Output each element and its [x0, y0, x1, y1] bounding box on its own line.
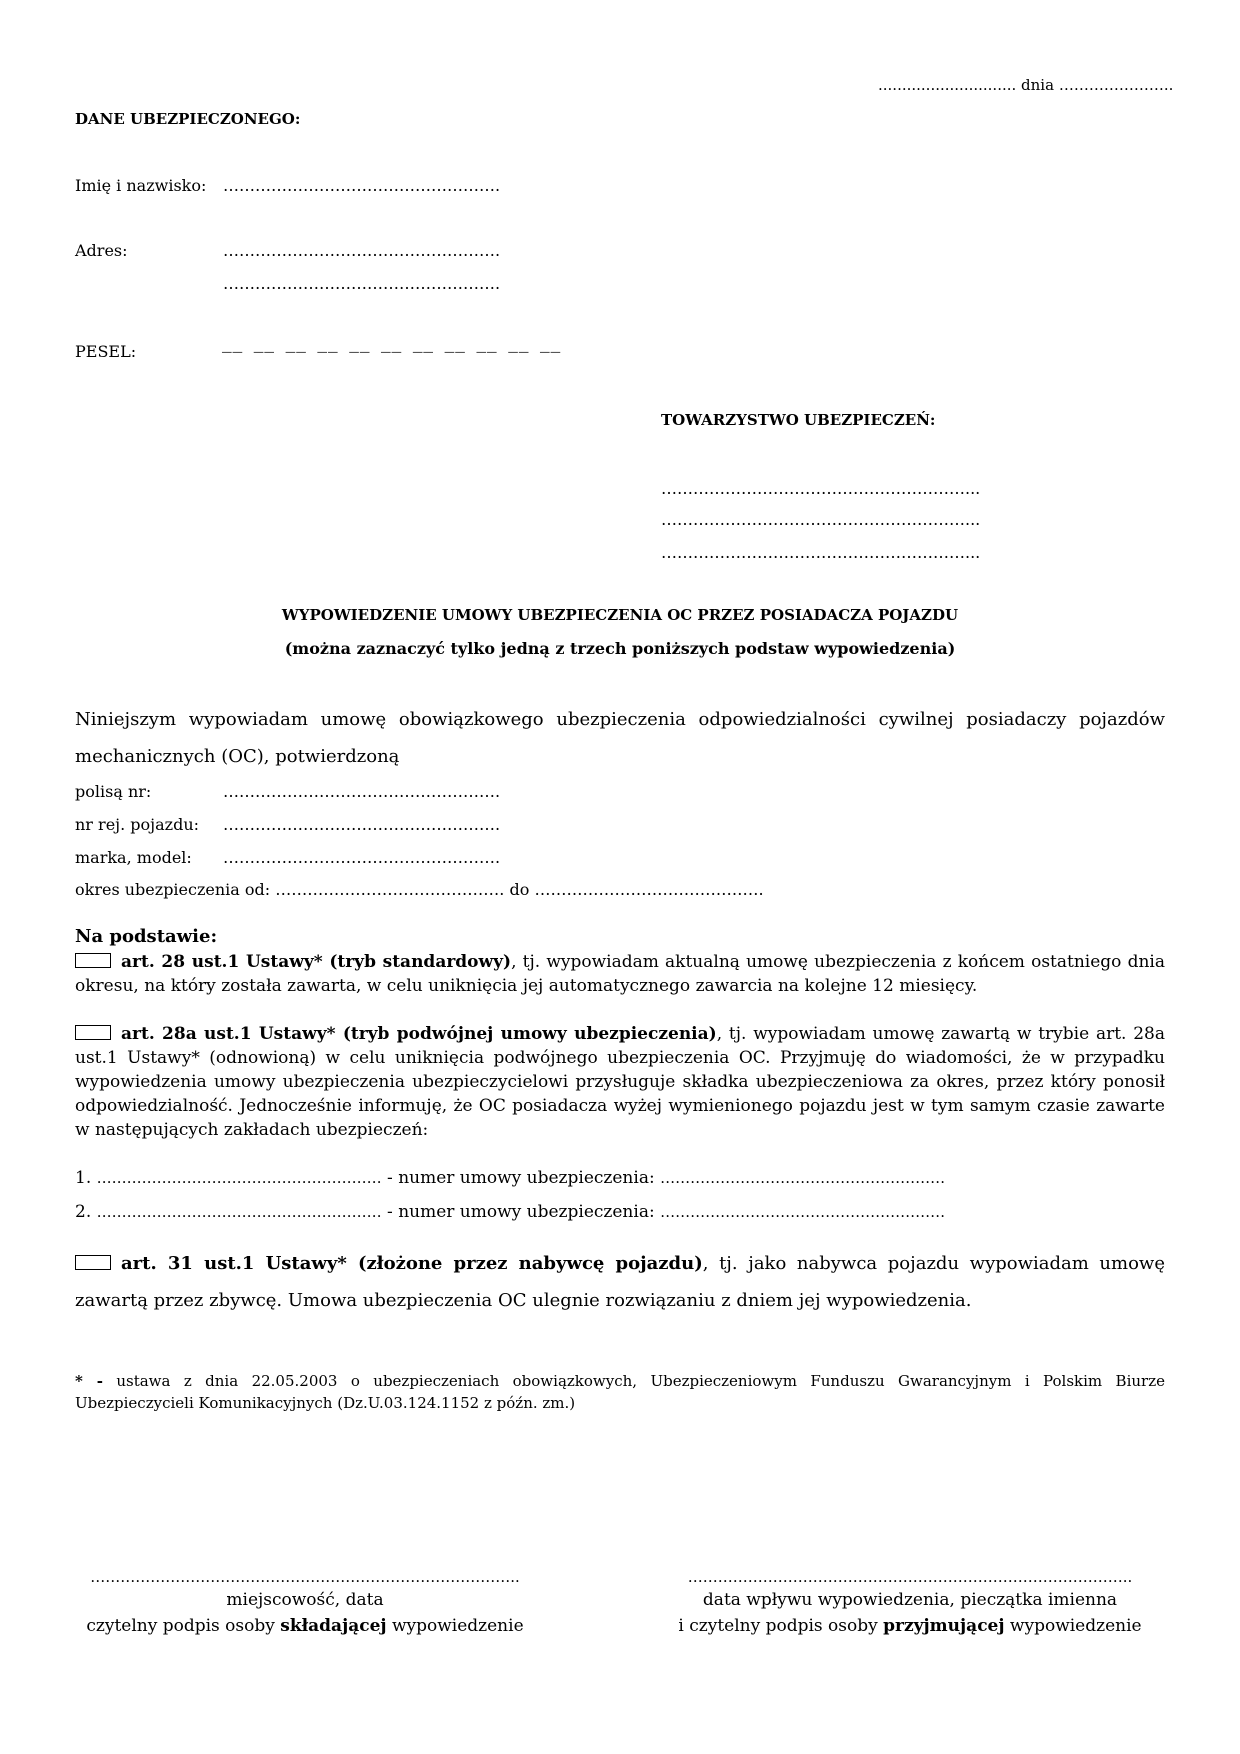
left-signature-caption-2: [75, 1616, 535, 1636]
policy-number-field[interactable]: …………………………………………….: [223, 782, 501, 801]
left-signature-caption-1: miejscowość, data: [226, 1590, 384, 1610]
right-caption-post: wypowiedzenie: [1004, 1616, 1142, 1636]
name-label: Imię i nazwisko:: [75, 176, 207, 195]
document-title: WYPOWIEDZENIE UMOWY UBEZPIECZENIA OC PRZEZ POSIADACZA POJAZDU: [281, 606, 959, 624]
option-2-title: art. 28a ust.1 Ustawy* (tryb podwójnej umowy ubezpieczenia): [121, 1024, 717, 1044]
left-signature-line[interactable]: …………………………………………………………………………..: [90, 1568, 520, 1586]
name-field[interactable]: …………………………………………….: [223, 176, 501, 195]
option-1-text: , tj. wypowiadam aktualną umowę ubezpieczenia z końcem ostatniego dnia okresu, na który została zawarta, w celu uniknięcia jej automatycznego zawarcia na kolejne 12 miesięcy.: [75, 952, 1165, 996]
insurer-field-line1[interactable]: …………………………………………………...: [661, 479, 981, 498]
insurer-row-label: - numer umowy ubezpieczenia:: [387, 1168, 655, 1188]
policy-number-label: polisą nr:: [75, 782, 152, 801]
make-model-label: marka, model:: [75, 848, 192, 867]
insurer-row-label: - numer umowy ubezpieczenia:: [387, 1202, 655, 1222]
insurer-row-1: [75, 1168, 945, 1188]
option-3-text: , tj. jako nabywca pojazdu wypowiadam umowę zawartą przez zbywcę. Umowa ubezpieczenia OC ulegnie rozwiązaniu z dniem jej wypowiedzenia.: [75, 1253, 1165, 1311]
insurer-row-name-field[interactable]: …………………………………………………: [96, 1169, 382, 1187]
address-field-line1[interactable]: …………………………………………….: [223, 241, 501, 260]
insurer-row-name-field[interactable]: …………………………………………………: [96, 1203, 382, 1221]
basis-option-2: [75, 1022, 1165, 1142]
option-1-checkbox[interactable]: [75, 953, 111, 968]
insurer-row-2: [75, 1202, 945, 1222]
insurer-row-number: 1.: [75, 1168, 92, 1188]
insurer-row-contract-field[interactable]: …………………………………………………: [660, 1203, 946, 1221]
option-3-checkbox[interactable]: [75, 1255, 111, 1270]
left-caption-pre: czytelny podpis osoby: [86, 1616, 281, 1636]
address-label: Adres:: [75, 241, 128, 260]
insured-section-title: DANE UBEZPIECZONEGO:: [75, 110, 301, 128]
basis-heading: Na podstawie:: [75, 926, 218, 947]
period-to-field[interactable]: …………………………………….: [534, 880, 764, 899]
registration-field[interactable]: …………………………………………….: [223, 815, 501, 834]
option-1-title: art. 28 ust.1 Ustawy* (tryb standardowy): [121, 952, 512, 972]
insurer-row-number: 2.: [75, 1202, 92, 1222]
pesel-field[interactable]: __ __ __ __ __ __ __ __ __ __ __: [222, 338, 562, 356]
pesel-label: PESEL:: [75, 342, 137, 361]
option-2-checkbox[interactable]: [75, 1025, 111, 1040]
date-line[interactable]: ............................. dnia …………………..: [878, 76, 1174, 94]
left-caption-bold: składającej: [280, 1616, 387, 1636]
right-signature-caption-1: data wpływu wypowiedzenia, pieczątka imienna: [702, 1590, 1118, 1610]
insurer-section-title: TOWARZYSTWO UBEZPIECZEŃ:: [661, 411, 936, 429]
right-caption-bold: przyjmującej: [883, 1616, 1005, 1636]
option-3-title: art. 31 ust.1 Ustawy* (złożone przez nabywcę pojazdu): [121, 1253, 703, 1274]
period-row: [75, 880, 764, 899]
make-model-field[interactable]: …………………………………………….: [223, 848, 501, 867]
insurer-field-line2[interactable]: …………………………………………………...: [661, 510, 981, 529]
footnote: [75, 1370, 1165, 1414]
left-caption-post: wypowiedzenie: [386, 1616, 524, 1636]
basis-option-1: [75, 950, 1165, 998]
footnote-text: ustawa z dnia 22.05.2003 o ubezpieczeniach obowiązkowych, Ubezpieczeniowym Funduszu Gwarancyjnym i Polskim Biurze Ubezpieczycieli Komunikacyjnych (Dz.U.03.124.1152 z późn. zm.): [75, 1372, 1165, 1412]
period-from-field[interactable]: …………………………………….: [275, 880, 505, 899]
right-signature-line[interactable]: ……………………………………………………………………………..: [687, 1568, 1133, 1586]
document-subtitle: (można zaznaczyć tylko jedną z trzech poniższych podstaw wypowiedzenia): [284, 639, 956, 658]
right-signature-caption-2: [660, 1616, 1160, 1636]
insurer-field-line3[interactable]: …………………………………………………...: [661, 543, 981, 562]
period-to-label: do: [509, 880, 530, 899]
registration-label: nr rej. pojazdu:: [75, 815, 200, 834]
basis-option-3: [75, 1245, 1165, 1319]
address-field-line2[interactable]: …………………………………………….: [223, 274, 501, 293]
intro-paragraph: Niniejszym wypowiadam umowę obowiązkowego ubezpieczenia odpowiedzialności cywilnej posiadaczy pojazdów mechanicznych (OC), potwierdzoną: [75, 709, 1165, 767]
period-label: okres ubezpieczenia od:: [75, 880, 271, 899]
footnote-marker: * -: [75, 1372, 103, 1390]
right-caption-pre: i czytelny podpis osoby: [678, 1616, 884, 1636]
insurer-row-contract-field[interactable]: …………………………………………………: [660, 1169, 946, 1187]
option-2-text: , tj. wypowiadam umowę zawartą w trybie art. 28a ust.1 Ustawy* (odnowioną) w celu uniknięcia podwójnego ubezpieczenia OC. Przyjmuję do wiadomości, że w przypadku wypowiedzenia umowy ubezpieczenia ubezpieczycielowi przysługuje składka ubezpieczeniowa za okres, przez który ponosił odpowiedzialność. Jednocześnie informuję, że OC posiadacza wyżej wymienionego pojazdu jest w tym samym czasie zawarte w następujących zakładach ubezpieczeń:: [75, 1024, 1166, 1140]
